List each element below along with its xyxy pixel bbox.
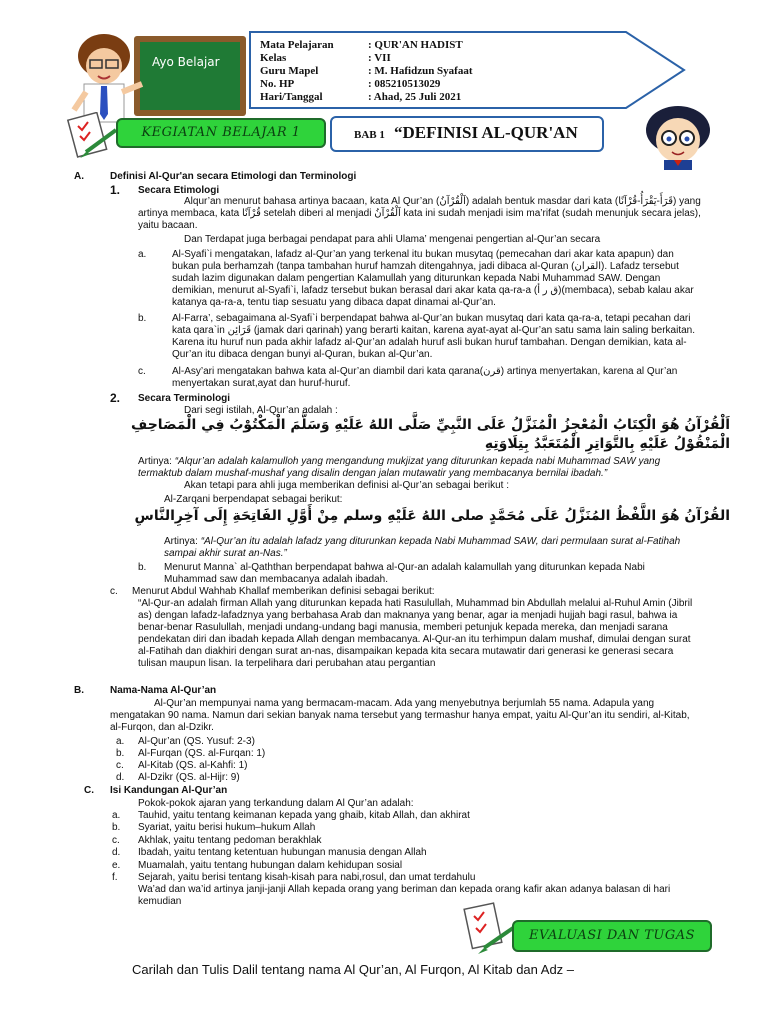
isi-item-a: Tauhid, yaitu tentang keimanan kepada yang ghaib, kitab Allah, dan akhirat: [138, 810, 470, 821]
section-b-line-2: mengatakan 90 nama. Namun dari sekian banyak nama tersebut yang termashur hanya empat, yaitu Al-Qur’an itu sendiri, al-Kitab,: [110, 710, 690, 721]
artinya-2-lead: Artinya:: [164, 536, 201, 547]
point-b-line-4: Qur’an itu dibaca dengan bunyi al-Quran, bukan al-Qur’an.: [172, 349, 433, 360]
isi-item-d-letter: d.: [112, 847, 121, 858]
isi-item-e-letter: e.: [112, 860, 121, 871]
isi-item-a-letter: a.: [112, 810, 121, 821]
etimologi-line-3: yaitu bacaan.: [138, 220, 198, 231]
field-value-hp: : 085210513029: [368, 78, 441, 90]
nama-item-b-letter: b.: [116, 748, 125, 759]
point-c-line-2: menyertakan surat,ayat dan huruf-huruf.: [172, 378, 351, 389]
point-b-line-2: kata qara`in قَرَائِن (jamak dari qarinah) yang berarti kaitan, karena ayat-ayat al-Qur’an satu sama lain saling berkaitan.: [172, 325, 696, 336]
isi-item-e: Muamalah, yaitu tentang hubungan dalam kehidupan sosial: [138, 860, 403, 871]
point-a-line-5: katanya qa-ra-a, tentu tiap sesuatu yang dibaca dapat dinamai al-Qur’an.: [172, 297, 496, 308]
term-point-b-line-1: Menurut Manna` al-Qaththan berpendapat bahwa al-Qur-an adalah kalamullah yang diturunkan kepada Nabi: [164, 562, 645, 573]
term-point-c-line-5: pendekatan diri dan ibadah kepada Allah dengan membacanya. Al-Qur-an itu terhimpun dalam mushaf, dimulai dengan surat: [138, 634, 691, 645]
section-c-intro: Pokok-pokok ajaran yang terkandung dalam Al Qur’an adalah:: [138, 798, 414, 809]
chalkboard-text: Ayo Belajar: [152, 55, 220, 69]
isi-item-d: Ibadah, yaitu tentang ketentuan hubungan manusia dengan Allah: [138, 847, 427, 858]
term-point-c-line-1: Menurut Abdul Wahhab Khallaf memberikan definisi sebagai berikut:: [132, 586, 435, 597]
section-a-letter: A.: [74, 171, 84, 182]
term-point-b-letter: b.: [138, 562, 147, 573]
teacher-boy-chalkboard-illustration: [64, 26, 250, 126]
subsection-2-number: 2.: [110, 391, 121, 405]
isi-item-b: Syariat, yaitu berisi hukum–hukum Allah: [138, 822, 316, 833]
artinya-2-line-2: sampai akhir surat an-Nas.”: [164, 548, 287, 559]
field-label-guru: Guru Mapel: [260, 65, 319, 77]
detective-boy-illustration: [640, 104, 716, 170]
clipboard-check-icon: [66, 112, 120, 162]
akan-tetapi-line: Akan tetapi para ahli juga memberikan definisi al-Qur’an sebagai berikut :: [184, 480, 509, 491]
field-value-kelas: : VII: [368, 52, 391, 64]
nama-item-b: Al-Furqan (QS. al-Furqan: 1): [138, 748, 266, 759]
evaluasi-banner: EVALUASI DAN TUGAS: [512, 920, 712, 952]
subsection-1-number: 1.: [110, 183, 121, 197]
field-value-guru: : M. Hafidzun Syafaat: [368, 65, 473, 77]
isi-item-f-letter: f.: [112, 872, 118, 883]
isi-item-c: Akhlak, yaitu tentang pedoman berakhlak: [138, 835, 322, 846]
arabic-definition-line-1: اَلْقُرْآنُ هُوَ الْكِتَابُ الْمُعْجِزُ الْمُنَزَّلُ عَلَى النَّبِيِّ صَلَّى اللهُ عَلَيْهِ وَسَلَّمَ الْمَكْتُوْبُ فِي الْمَصَاحِفِ: [131, 417, 730, 433]
arabic-definition-line-2: الْمَنْقُوْلُ عَلَيْهِ بِالتَّوَاتِرِ الْمُتَعَبَّدُ بِتِلَاوَتِهِ: [484, 436, 730, 452]
subsection-1-title: Secara Etimologi: [138, 185, 220, 196]
isi-item-f: Sejarah, yaitu berisi tentang kisah-kisah para nabi,rosul, dan umat terdahulu: [138, 872, 476, 883]
artinya-1-line-2: termaktub dalam mushaf-mushaf yang disalin dengan jalan mutawatir yang membacanya bernilai ibadah.”: [138, 468, 608, 479]
point-a-line-3: sudah lazim digunakan dalam pengertian Kalamullah yang diturunkan kepada Nabi Muhammad SAW. Dengan: [172, 273, 661, 284]
point-a-line-4: demikian, menurut al-Syafi`i, lafadz tersebut bukan berasal dari akar kata qa-ra-a (ق ر أ)(membaca), sebab kalau akar: [172, 285, 694, 296]
bab-prefix: BAB 1: [354, 129, 385, 141]
term-point-c-line-4: benar-benar Rasulullah, menjadi undang-undang bagi manusia, memberi petunjuk kepada mereka, dan menjadi sarana: [138, 622, 668, 633]
etimologi-line-2: artinya membaca, kata قُرْآنًا setelah diberi al menjadi اَلْقُرْآنُ kata ini sudah menjadi isim ma’rifat (sudah menunjuk secara jelas),: [138, 208, 701, 219]
artinya-2-text: “Al-Qur’an itu adalah lafadz yang diturunkan kepada Nabi Muhammad SAW, dari permulaan surat al-Fatihah: [200, 536, 681, 547]
point-c-letter: c.: [138, 366, 146, 377]
field-label-kelas: Kelas: [260, 52, 287, 64]
artinya-2-line-1: [164, 536, 680, 548]
nama-item-d: Al-Dzikr (QS. al-Hijr: 9): [138, 772, 240, 783]
nama-item-c: Al-Kitab (QS. al-Kahfi: 1): [138, 760, 248, 771]
arabic-zarqani-definition: القُرْآنُ هُوَ اللَّفْظُ المُنَزَّلُ عَلَى مُحَمَّدٍ صلى اللهُ عَلَيْهِ وسلم مِنْ أَوَّلِ الفَاتِحَةِ إِلَى آخِرِالنَّاسِ: [134, 508, 730, 524]
term-point-c-letter: c.: [110, 586, 118, 597]
term-point-c-line-7: tulisan maupun lisan. Ia terpelihara dari perubahan atau pergantian: [138, 658, 436, 669]
terminologi-line-1: Dari segi istilah, Al-Qur’an adalah :: [184, 405, 338, 416]
point-a-letter: a.: [138, 249, 147, 260]
term-point-c-line-3: as) dengan lafadz-lafadznya yang berbahasa Arab dan maknanya yang benar, agar ia menjadi hujjah bagi rasul, bahwa ia: [138, 610, 678, 621]
field-label-tanggal: Hari/Tanggal: [260, 91, 323, 103]
artinya-1-text: “Alqur’an adalah kalamulloh yang mengandung mukjizat yang diturunkan kepada nabi Muhammad SAW yang: [174, 456, 661, 467]
bab-title: “DEFINISI AL-QUR'AN: [394, 123, 578, 142]
section-a-title: Definisi Al-Qur'an secara Etimologi dan Terminologi: [110, 171, 357, 182]
nama-item-c-letter: c.: [116, 760, 124, 771]
point-a-line-2: bukan pula berhamzah (tanpa tambahan huruf hamzah ditengahnya, jadi dibaca al-Quran (القران). Lafadz tersebut: [172, 261, 679, 272]
term-point-b-line-2: Muhammad saw dan membacanya adalah ibadah.: [164, 574, 389, 585]
field-label-mapel: Mata Pelajaran: [260, 39, 334, 51]
field-value-tanggal: : Ahad, 25 Juli 2021: [368, 91, 462, 103]
section-c-letter: C.: [84, 785, 94, 796]
task-instruction: Carilah dan Tulis Dalil tentang nama Al Qur’an, Al Furqon, Al Kitab dan Adz –: [132, 962, 575, 977]
section-c-title: Isi Kandungan Al-Qur’an: [110, 785, 228, 796]
bab-title-box: [330, 116, 604, 152]
nama-item-d-letter: d.: [116, 772, 125, 783]
field-label-hp: No. HP: [260, 78, 295, 90]
etimologi-line-4: Dan Terdapat juga berbagai pendapat para ahli Ulama’ mengenai pengertian al-Qur’an secara: [184, 234, 601, 245]
section-b-line-1: Al-Qur’an mempunyai nama yang bermacam-macam. Ada yang menyebutnya berjumlah 55 nama. Adapula yang: [154, 698, 655, 709]
point-b-letter: b.: [138, 313, 147, 324]
field-value-mapel: : QUR'AN HADIST: [368, 39, 463, 51]
term-point-c-line-6: al-Fatihah dan diakhiri dengan surat an-nas, disampaikan kepada kita secara mutawatir dari generasi ke generasi secara: [138, 646, 674, 657]
etimologi-line-1: Alqur’an menurut bahasa artinya bacaan, kata Al Qur’an (اَلْقُرْآنُ) adalah bentuk masdar dari kata (قَرَأَ-يَقْرَأُ-قُرْآنًا) yang: [184, 196, 701, 207]
nama-item-a: Al-Qur’an (QS. Yusuf: 2-3): [138, 736, 255, 747]
point-a-line-1: Al-Syafi`i mengatakan, lafadz al-Qur’an yang terkenal itu bukan musytaq (pemecahan dari akar kata apapun) dan: [172, 249, 674, 260]
nama-item-a-letter: a.: [116, 736, 125, 747]
point-b-line-1: Al-Farra’, sebagaimana al-Syafi`i berpendapat bahwa al-Qur’an bukan musytaq dari kata qa-ra-a, tetapi pecahan dari: [172, 313, 691, 324]
waad-line-1: Wa’ad dan wa’id artinya janji-janji Allah kepada orang yang beriman dan kepada orang kafir akan adanya balasan di hari: [138, 884, 671, 895]
term-point-c-line-2: “Al-Qur-an adalah firman Allah yang diturunkan kepada hati Rasulullah, Muhammad bin Abdullah melalui al-Ruhul Amin (Jibril: [138, 598, 693, 609]
kegiatan-belajar-banner: KEGIATAN BELAJAR 1: [116, 118, 326, 148]
artinya-1-lead: Artinya:: [138, 456, 175, 467]
clipboard-pencil-icon: [460, 902, 520, 958]
isi-item-c-letter: c.: [112, 835, 120, 846]
point-c-line-1: Al-Asy’ari mengatakan bahwa kata al-Qur’an diambil dari kata qarana(قرن) artinya menyertakan, karena al Qur’an: [172, 366, 678, 377]
point-b-line-3: Karena itu huruf nun pada akhir lafadz al-Qur’an adalah huruf asli bukan huruf tambahan. Dengan demikian, kata al-: [172, 337, 687, 348]
waad-line-2: kemudian: [138, 896, 182, 907]
isi-item-b-letter: b.: [112, 822, 121, 833]
zarqani-line: Al-Zarqani berpendapat sebagai berikut:: [164, 494, 343, 505]
section-b-line-3: al-Furqon, dan al-Dzikr.: [110, 722, 214, 733]
section-b-letter: B.: [74, 685, 84, 696]
artinya-1-line-1: [138, 456, 660, 468]
section-b-title: Nama-Nama Al-Qur’an: [110, 685, 217, 696]
subsection-2-title: Secara Terminologi: [138, 393, 231, 404]
